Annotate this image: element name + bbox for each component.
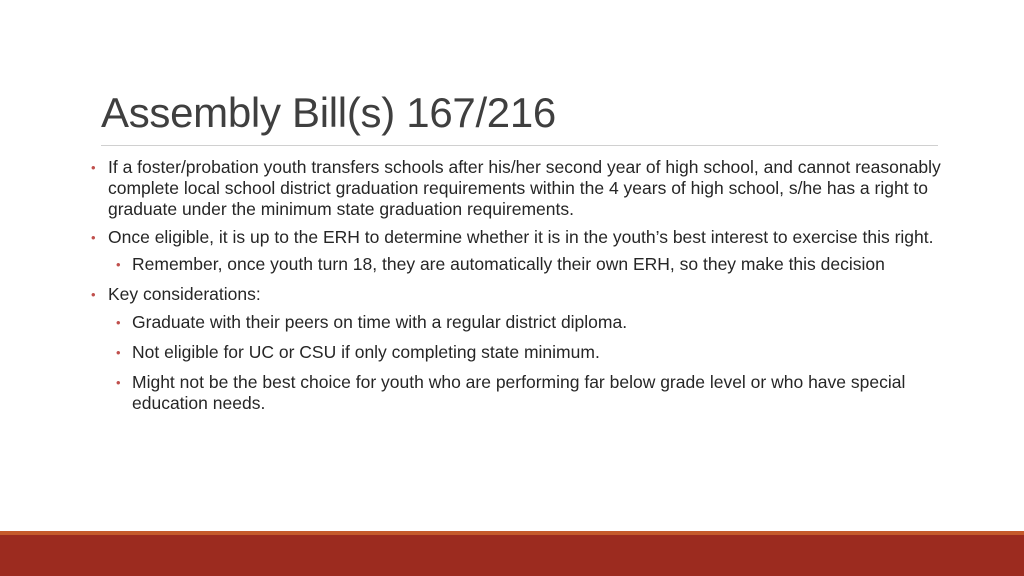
sub-bullet-item xyxy=(90,342,950,363)
bullet-text: Graduate with their peers on time with a regular district diploma. xyxy=(132,312,628,332)
bullet-text: If a foster/probation youth transfers schools after his/her second year of high school, and cannot reasonably complete local school district graduation requirements within the 4 years of high school, s/he has a right to graduate under the minimum state graduation requirements. xyxy=(108,157,941,219)
bullet-text: Might not be the best choice for youth who are performing far below grade level or who have special education needs. xyxy=(132,372,906,413)
title-divider xyxy=(101,145,938,146)
bullet-icon: • xyxy=(116,315,121,330)
bullet-icon: • xyxy=(91,230,96,245)
bullet-icon: • xyxy=(116,345,121,360)
bullet-text: Once eligible, it is up to the ERH to determine whether it is in the youth’s best interest to exercise this right. xyxy=(108,227,934,247)
bullet-text: Key considerations: xyxy=(108,284,261,304)
sub-bullet-item xyxy=(90,312,950,333)
bullet-item xyxy=(90,227,950,248)
bullet-icon: • xyxy=(91,160,96,175)
sub-bullet-item xyxy=(90,372,950,414)
slide-title: Assembly Bill(s) 167/216 xyxy=(101,89,556,136)
bullet-text: Remember, once youth turn 18, they are automatically their own ERH, so they make this decision xyxy=(132,254,885,274)
bullet-text: Not eligible for UC or CSU if only completing state minimum. xyxy=(132,342,600,362)
sub-bullet-item xyxy=(90,254,950,275)
bullet-icon: • xyxy=(91,287,96,302)
bullet-list xyxy=(90,157,950,423)
bullet-icon: • xyxy=(116,257,121,272)
bullet-item xyxy=(90,157,950,220)
bullet-icon: • xyxy=(116,375,121,390)
footer-band xyxy=(0,535,1024,576)
bullet-item xyxy=(90,284,950,305)
